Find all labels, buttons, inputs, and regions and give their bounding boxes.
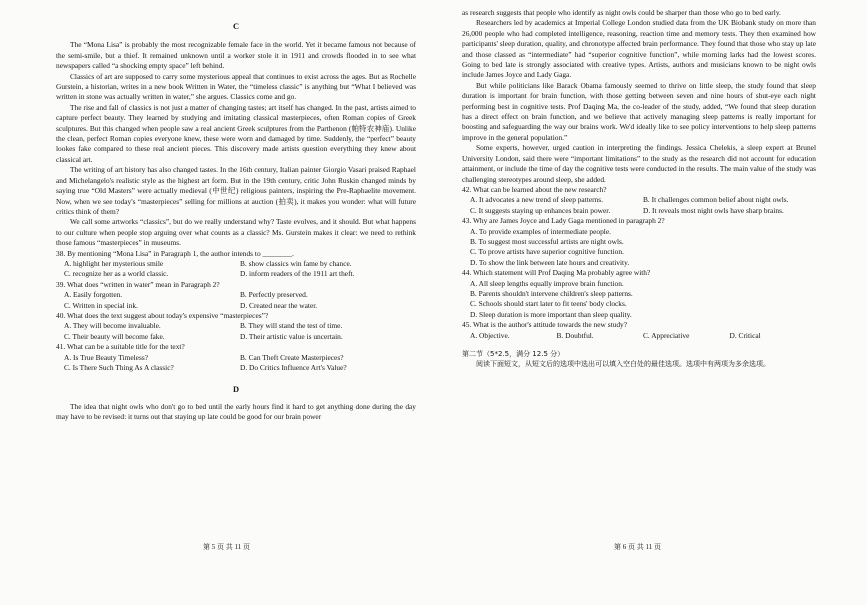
option-b: B. Perfectly preserved. xyxy=(240,290,308,300)
question-41 xyxy=(56,342,416,373)
option-a: A. highlight her mysterious smile xyxy=(64,258,164,268)
section-c-heading: C xyxy=(232,22,240,31)
question-stem: 43. Why are James Joyce and Lady Gaga mentioned in paragraph 2? xyxy=(462,216,665,226)
option-b: B. show classics win fame by chance. xyxy=(240,258,352,268)
option-b: B. Can Theft Create Masterpieces? xyxy=(240,352,344,362)
option-a: A. Easily forgotten. xyxy=(64,290,123,300)
d-paragraph-3: But while politicians like Barack Obama famously seemed to thrive on little sleep, the study found that sleep duration is important for brain function, with those getting between seven and nine hours of shut-eye each night performing best in cognitive tests. Prof Daqing Ma, the co-leader of the study, added, “We found that sleep duration has a direct effect on brain function, and we believe that actively managing sleep patterns is really important for boosting and safeguarding the way our brains work. We'd ideally like to see policy interventions to help sleep patterns improve in the general population.” xyxy=(462,80,816,142)
option-c: C. Appreciative xyxy=(643,330,690,340)
option-d: D. To show the link between late hours and creativity. xyxy=(470,257,630,267)
option-b: B. To suggest most successful artists are night owls. xyxy=(470,236,624,246)
question-39 xyxy=(56,280,416,311)
c-paragraph-5: We call some artworks “classics”, but do we really understand why? Taste evolves, and it should. But what happens to our culture when people stop arguing over what counts as a classic? Ms. Gurstein makes it clear: we need to rethink those famous “masterpieces” in museums. xyxy=(56,217,416,248)
question-stem: 41. What can be a suitable title for the text? xyxy=(56,342,185,352)
option-a: A. Is True Beauty Timeless? xyxy=(64,352,148,362)
d-paragraph-2: Researchers led by academics at Imperial College London studied data from the UK Biobank study on more than 26,000 people who had completed intelligence, reasoning, reaction time and memory tests. They then examined how participants' sleep duration, quality, and chronotype affected brain performance. They found that those who stay up late and those classed as “intermediate” had “superior cognitive function”, while morning larks had the lowest scores. Going to bed late is strongly associated with creative types. Artists, authors and musicians known to be night owls include James Joyce and Lady Gaga. xyxy=(462,18,816,80)
option-b: B. They will stand the test of time. xyxy=(240,321,343,331)
question-stem: 40. What does the text suggest about today's expensive “masterpieces”? xyxy=(56,310,269,320)
question-stem: 39. What does “written in water” mean in Paragraph 2? xyxy=(56,279,220,289)
question-stem: 42. What can be learned about the new research? xyxy=(462,184,607,194)
option-d: D. Critical xyxy=(729,330,761,340)
option-a: A. They will become invaluable. xyxy=(64,321,161,331)
c-paragraph-2: Classics of art are supposed to carry some mysterious appeal that continues to exist across the ages. But as Rochelle Gurstein, a historian, writes in a new book Written in Water, the “timeless classic” is anything but “What I believed was written in stone was actually written in water,” she argues. Classics come and go. xyxy=(56,71,416,102)
option-c: C. To prove artists have superior cognitive function. xyxy=(470,247,624,257)
question-stem: 45. What is the author's attitude towards the new study? xyxy=(462,320,627,330)
part-two-title: 第二节（5*2.5，满分 12.5 分） xyxy=(462,350,565,358)
option-d: D. It reveals most night owls have sharp brains. xyxy=(643,205,784,215)
option-b: B. Parents shouldn't intervene children's sleep patterns. xyxy=(470,288,633,298)
option-c: C. Is There Such Thing As A classic? xyxy=(64,363,174,372)
option-a: A. Objective. xyxy=(470,330,510,340)
question-45 xyxy=(462,320,816,341)
left-column xyxy=(56,8,416,423)
option-a: A. To provide examples of intermediate people. xyxy=(470,226,611,236)
option-c: C. Schools should start later to fit teens' body clocks. xyxy=(470,299,627,309)
part-two-instruction: 阅读下面短文，从短文后的选项中选出可以填入空白处的最佳选项。选项中有两项为多余选项。 xyxy=(476,360,770,369)
option-c: C. It suggests staying up enhances brain power. xyxy=(470,205,611,215)
d-paragraph-start: The idea that night owls who don't go to bed until the early hours find it hard to get anything done during the day may have to be revised: it turns out that staying up late could be good for our brain power xyxy=(56,401,416,422)
option-d: D. Sleep duration is more important than sleep quality. xyxy=(470,309,632,319)
question-43 xyxy=(462,216,816,268)
d-paragraph-continued: as research suggests that people who identify as night owls could be sharper than those who go to bed early. xyxy=(462,8,781,17)
option-a: A. It advocates a new trend of sleep patterns. xyxy=(470,195,603,205)
page-number-left: 第 5 页 共 11 页 xyxy=(203,543,250,551)
option-b: B. It challenges common belief about night owls. xyxy=(643,195,789,205)
page-number-right: 第 6 页 共 11 页 xyxy=(614,543,661,551)
question-38 xyxy=(56,249,416,280)
c-paragraph-3: The rise and fall of classics is not just a matter of changing tastes; art itself has changed. In the past, artists aimed to capture perfect beauty. They learned by studying and imitating classical masterpieces, often Roman copies of Greek sculptures. But this changed when people saw a real ancient Greek sculptures from the Parthenon (帕特农神庙). Unlike the clean, perfect Roman copies everyone knew, these were worn and damaged by time. Suddenly, the “perfect” beauty lookes fake compared to these real ancient pieces. This discovery made artists question everything they knew about classical art. xyxy=(56,102,416,164)
option-a: A. All sleep lengths equally improve brain function. xyxy=(470,278,624,288)
c-paragraph-1: The “Mona Lisa” is probably the most recognizable female face in the world. Yet it became famous not because of the semi-smile, but a thief. It remained unknown until a worker stole it in 1911 and crowds flooded in to see what newspapers called “a shocking empty space” left behind. xyxy=(56,40,416,71)
c-paragraph-4: The writing of art history has also changed tastes. In the 16th century, Italian painter Giorgio Vasari praised Raphael and Michelangelo's realistic style as the highest art form. But in the 19th century, critic John Ruskin changed minds by saying true “Old Masters” were actually medieval (中世纪) religious painters, inspiring the Pre-Raphaelite movement. Now, when we see today's “masterpieces” selling for millions at auction (拍卖), it makes you wonder: what will future critics think of them? xyxy=(56,165,416,216)
option-c: C. recognize her as a world classic. xyxy=(64,269,169,279)
d-paragraph-4: Some experts, however, urged caution in interpreting the findings. Jessica Chelekis, a sleep expert at Brunel University London, said there were “important limitations” to the study as the research did not account for education attainment, or include the time of day the cognitive tests were conducted in the results. The main value of the study was challenging stereotypes around sleep, she added. xyxy=(462,143,816,184)
option-d: D. Do Critics Influence Art's Value? xyxy=(240,363,347,372)
question-stem: 44. Which statement will Prof Daqing Ma probably agree with? xyxy=(462,268,651,278)
option-d: D. Their artistic value is uncertain. xyxy=(240,331,343,341)
question-stem: 38. By mentioning “Mona Lisa” in Paragraph 1, the author intends to ________. xyxy=(56,248,294,258)
option-b: B. Doubtful. xyxy=(556,330,594,340)
question-44 xyxy=(462,268,816,320)
question-40 xyxy=(56,311,416,342)
option-d: D. Created near the water. xyxy=(240,300,318,310)
question-42 xyxy=(462,185,816,216)
right-column xyxy=(462,8,816,370)
option-d: D. inform readers of the 1911 art theft. xyxy=(240,269,355,279)
option-c: C. Their beauty will become fake. xyxy=(64,331,165,341)
option-c: C. Written in special ink. xyxy=(64,300,138,310)
section-d-heading: D xyxy=(232,385,240,395)
